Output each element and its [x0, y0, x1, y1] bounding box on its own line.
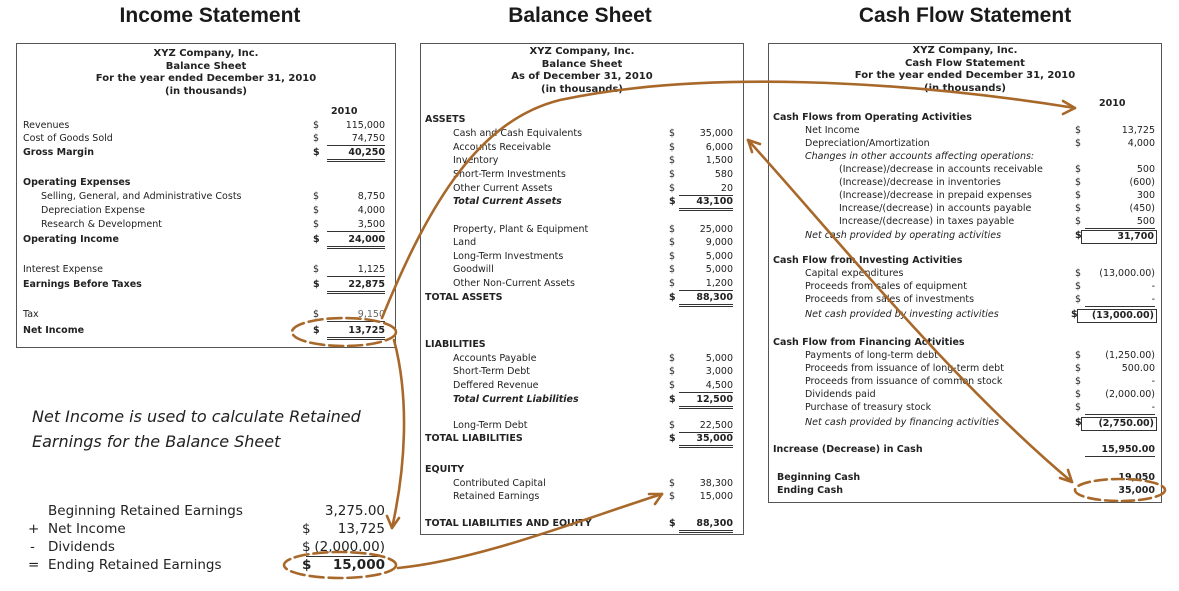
row-currency: $ — [669, 278, 676, 289]
row-value: 13,725 — [1121, 125, 1155, 136]
note-line-1: Net Income is used to calculate Retained — [32, 407, 361, 426]
row-value: 9,150 — [327, 309, 385, 322]
row-currency: $ — [313, 264, 320, 275]
balance-units: (in thousands) — [541, 83, 623, 95]
income-year: 2010 — [331, 106, 358, 117]
calc-value: 3,275.00 — [324, 503, 385, 519]
row-value: 22,875 — [327, 279, 385, 294]
row-value: 6,000 — [705, 142, 733, 153]
calc-currency: $ — [302, 521, 311, 537]
row-value: 88,300 — [679, 292, 733, 307]
row-value: 74,750 — [327, 133, 385, 146]
cashflow-year: 2010 — [1099, 98, 1126, 109]
cash-flow-panel — [768, 43, 1162, 503]
cashflow-units: (in thousands) — [924, 82, 1006, 94]
row-currency: $ — [1075, 216, 1082, 227]
row-currency: $ — [1075, 177, 1082, 188]
row-currency: $ — [313, 191, 320, 202]
row-label: Net cash provided by investing activities — [805, 309, 999, 320]
row-label: Short-Term Debt — [453, 366, 531, 377]
row-currency: $ — [313, 120, 320, 131]
row-value: 19,050 — [1118, 472, 1155, 483]
row-currency: $ — [1075, 294, 1082, 305]
row-label: Increase/(decrease) in taxes payable — [839, 216, 1015, 227]
row-value: 88,300 — [679, 518, 733, 533]
row-value: 4,500 — [679, 380, 733, 393]
sign: - — [30, 539, 35, 555]
ending-retained-earnings-value: 15,000 — [332, 557, 385, 573]
ending-cash-value: 35,000 — [1118, 485, 1155, 496]
row-currency: $ — [669, 366, 676, 377]
row-label: TOTAL ASSETS — [425, 292, 503, 303]
row-currency: $ — [313, 219, 320, 230]
row-currency: $ — [669, 353, 676, 364]
calc-currency: $ — [302, 557, 312, 573]
row-label: Other Current Assets — [453, 183, 553, 194]
row-label: Gross Margin — [23, 147, 94, 158]
row-currency: $ — [669, 264, 676, 275]
row-currency: $ — [669, 196, 676, 207]
row-currency: $ — [313, 279, 320, 290]
row-currency: $ — [669, 478, 676, 489]
row-label: Net Income — [23, 325, 85, 336]
row-value: 12,500 — [679, 394, 733, 409]
row-label: Contributed Capital — [453, 478, 546, 489]
row-label: Selling, General, and Administrative Costs — [41, 191, 242, 202]
row-label: Tax — [23, 309, 39, 320]
row-value: 43,100 — [679, 196, 733, 211]
row-value: 500 — [1085, 216, 1155, 229]
calc-label: Beginning Retained Earnings — [48, 503, 243, 519]
row-label: Net Income — [805, 125, 860, 136]
income-statement-title: Income Statement — [119, 4, 301, 27]
row-label: Revenues — [23, 120, 70, 131]
row-label: Other Non-Current Assets — [453, 278, 575, 289]
row-value: (13,000.00) — [1077, 309, 1157, 323]
row-currency: $ — [313, 205, 320, 216]
section-heading: Cash Flows from Operating Activities — [773, 112, 972, 123]
row-currency: $ — [1075, 417, 1082, 428]
row-currency: $ — [1075, 164, 1082, 175]
row-value: (13,000.00) — [1099, 268, 1155, 279]
row-label: Inventory — [453, 155, 499, 166]
balance-sheet-title: Balance Sheet — [508, 4, 652, 27]
row-currency: $ — [669, 518, 676, 529]
row-label: Total Current Assets — [453, 196, 562, 207]
row-currency: $ — [1071, 309, 1078, 320]
row-currency: $ — [1075, 350, 1082, 361]
row-currency: $ — [1075, 402, 1082, 413]
cashflow-company: XYZ Company, Inc. — [912, 45, 1018, 56]
row-currency: $ — [313, 147, 320, 158]
row-currency: $ — [669, 380, 676, 391]
row-currency: $ — [1075, 389, 1082, 400]
row-currency: $ — [669, 491, 676, 502]
row-label: TOTAL LIABILITIES — [425, 433, 523, 444]
calc-value: 13,725 — [337, 521, 385, 537]
income-period: For the year ended December 31, 2010 — [95, 73, 317, 84]
row-value: 580 — [714, 169, 733, 180]
calc-label: Ending Retained Earnings — [48, 557, 222, 573]
sub-heading: Changes in other accounts affecting operations: — [805, 151, 1035, 162]
row-value: 15,950.00 — [1085, 444, 1155, 457]
row-label: Proceeds from sales of investments — [805, 294, 975, 305]
row-value: 300 — [1136, 190, 1155, 201]
row-value: - — [1085, 294, 1155, 307]
row-label: (Increase)/decrease in accounts receivable — [839, 164, 1043, 175]
row-label: TOTAL LIABILITIES AND EQUITY — [425, 518, 592, 529]
row-value: - — [1085, 402, 1155, 415]
row-currency: $ — [669, 169, 676, 180]
cashflow-period: For the year ended December 31, 2010 — [854, 70, 1076, 81]
section-heading: EQUITY — [425, 464, 465, 475]
cash-flow-statement-title: Cash Flow Statement — [858, 4, 1072, 27]
row-value: 4,000 — [357, 205, 385, 216]
row-label: Purchase of treasury stock — [805, 402, 932, 413]
row-value: (2,000.00) — [1105, 389, 1155, 400]
row-value: 25,000 — [699, 224, 733, 235]
sign: = — [28, 557, 40, 573]
row-value: 1,125 — [327, 264, 385, 277]
row-value: 4,000 — [1127, 138, 1155, 149]
calc-label: Dividends — [48, 539, 115, 555]
row-currency: $ — [313, 309, 320, 320]
row-value: 1,500 — [705, 155, 733, 166]
row-value: (2,750.00) — [1081, 417, 1157, 431]
row-currency: $ — [669, 224, 676, 235]
section-heading: LIABILITIES — [425, 339, 486, 350]
row-label: Net cash provided by operating activities — [805, 230, 1002, 241]
row-label: Ending Cash — [777, 485, 843, 496]
row-label: Dividends paid — [805, 389, 876, 400]
row-label: Operating Income — [23, 234, 119, 245]
balance-period: As of December 31, 2010 — [511, 71, 653, 82]
row-label: Land — [453, 237, 477, 248]
income-statement-panel — [16, 43, 396, 348]
row-value: 35,000 — [699, 128, 733, 139]
row-currency: $ — [669, 292, 676, 303]
income-company: XYZ Company, Inc. — [153, 48, 259, 59]
balance-sheet-panel — [420, 43, 744, 535]
row-value: 115,000 — [345, 120, 385, 131]
row-label: Accounts Payable — [453, 353, 537, 364]
row-currency: $ — [669, 183, 676, 194]
row-label: Earnings Before Taxes — [23, 279, 142, 290]
row-currency: $ — [313, 133, 320, 144]
row-value: 500 — [1136, 164, 1155, 175]
row-currency: $ — [1075, 138, 1082, 149]
row-value: 5,000 — [705, 353, 733, 364]
row-value: (450) — [1129, 203, 1155, 214]
row-currency: $ — [669, 237, 676, 248]
calc-label: Net Income — [48, 521, 126, 537]
calc-currency: $ — [302, 539, 311, 555]
row-label: Proceeds from sales of equipment — [805, 281, 967, 292]
row-label: (Increase)/decrease in inventories — [839, 177, 1001, 188]
row-currency: $ — [313, 325, 320, 336]
row-label: Net cash provided by financing activities — [805, 417, 1000, 428]
income-units: (in thousands) — [165, 85, 247, 97]
row-value: 1,200 — [679, 278, 733, 291]
row-value: (600) — [1129, 177, 1155, 188]
row-label: Long-Term Investments — [453, 251, 564, 262]
row-label: Cost of Goods Sold — [23, 133, 113, 144]
income-doc-name: Balance Sheet — [165, 60, 247, 72]
row-currency: $ — [669, 155, 676, 166]
row-currency: $ — [1075, 268, 1082, 279]
section-heading: Operating Expenses — [23, 177, 131, 188]
row-label: Increase/(decrease) in accounts payable — [839, 203, 1032, 214]
row-value: 500.00 — [1121, 363, 1155, 374]
arrow-net-income-to-calc — [392, 340, 404, 528]
row-label: Research & Development — [41, 219, 162, 230]
row-label: Proceeds from issuance of common stock — [805, 376, 1003, 387]
row-label: Accounts Receivable — [453, 142, 552, 153]
row-value: 3,000 — [705, 366, 733, 377]
sign: + — [28, 521, 40, 537]
row-value: 3,500 — [327, 219, 385, 232]
row-currency: $ — [1075, 230, 1082, 241]
row-value: 24,000 — [327, 234, 385, 249]
annotation-note — [32, 404, 361, 454]
row-label: Capital expenditures — [805, 268, 904, 279]
row-label: Payments of long-term debt — [805, 350, 938, 361]
row-value: (1,250.00) — [1105, 350, 1155, 361]
row-currency: $ — [1075, 281, 1082, 292]
section-heading: Cash Flow from Financing Activities — [773, 337, 965, 348]
row-value: 22,500 — [679, 420, 733, 433]
balance-company: XYZ Company, Inc. — [529, 46, 635, 57]
row-value: - — [1151, 281, 1155, 292]
row-currency: $ — [1075, 376, 1082, 387]
row-value: 9,000 — [705, 237, 733, 248]
cashflow-doc-name: Cash Flow Statement — [905, 57, 1025, 69]
row-label: Depreciation Expense — [41, 205, 145, 216]
row-label: Beginning Cash — [777, 472, 861, 483]
row-value: 5,000 — [705, 251, 733, 262]
note-line-2: Earnings for the Balance Sheet — [32, 432, 281, 451]
row-currency: $ — [669, 433, 676, 444]
row-label: Long-Term Debt — [453, 420, 528, 431]
balance-doc-name: Balance Sheet — [541, 58, 623, 70]
row-currency: $ — [669, 251, 676, 262]
row-currency: $ — [1075, 190, 1082, 201]
row-label: Proceeds from issuance of long-term debt — [805, 363, 1004, 374]
section-heading: Cash Flow from Investing Activities — [773, 255, 963, 266]
calc-value: (2,000.00) — [306, 538, 385, 557]
row-value: 38,300 — [699, 478, 733, 489]
row-label: Interest Expense — [23, 264, 103, 275]
row-currency: $ — [669, 128, 676, 139]
row-label: Deffered Revenue — [453, 380, 539, 391]
row-label: Increase (Decrease) in Cash — [773, 444, 923, 455]
row-label: Goodwill — [453, 264, 494, 275]
section-heading: ASSETS — [425, 114, 466, 125]
row-label: Cash and Cash Equivalents — [453, 128, 583, 139]
row-value: 8,750 — [357, 191, 385, 202]
row-value: - — [1151, 376, 1155, 387]
row-currency: $ — [669, 142, 676, 153]
row-currency: $ — [313, 234, 320, 245]
row-value: 35,000 — [679, 433, 733, 448]
row-label: Property, Plant & Equipment — [453, 224, 589, 235]
row-label: Depreciation/Amortization — [805, 138, 930, 149]
row-currency: $ — [1075, 125, 1082, 136]
row-currency: $ — [669, 420, 676, 431]
retained-earnings-value: 15,000 — [699, 491, 733, 502]
row-currency: $ — [1075, 203, 1082, 214]
row-value: 31,700 — [1081, 230, 1157, 244]
row-label: Total Current Liabilities — [453, 394, 579, 405]
row-value: 20 — [679, 183, 733, 196]
row-value: 5,000 — [705, 264, 733, 275]
row-currency: $ — [669, 394, 676, 405]
row-label: Short-Term Investments — [453, 169, 566, 180]
net-income-value: 13,725 — [327, 325, 385, 340]
row-currency: $ — [1075, 363, 1082, 374]
row-label: Retained Earnings — [453, 491, 540, 502]
row-label: (Increase)/decrease in prepaid expenses — [839, 190, 1032, 201]
row-value: 40,250 — [327, 147, 385, 162]
